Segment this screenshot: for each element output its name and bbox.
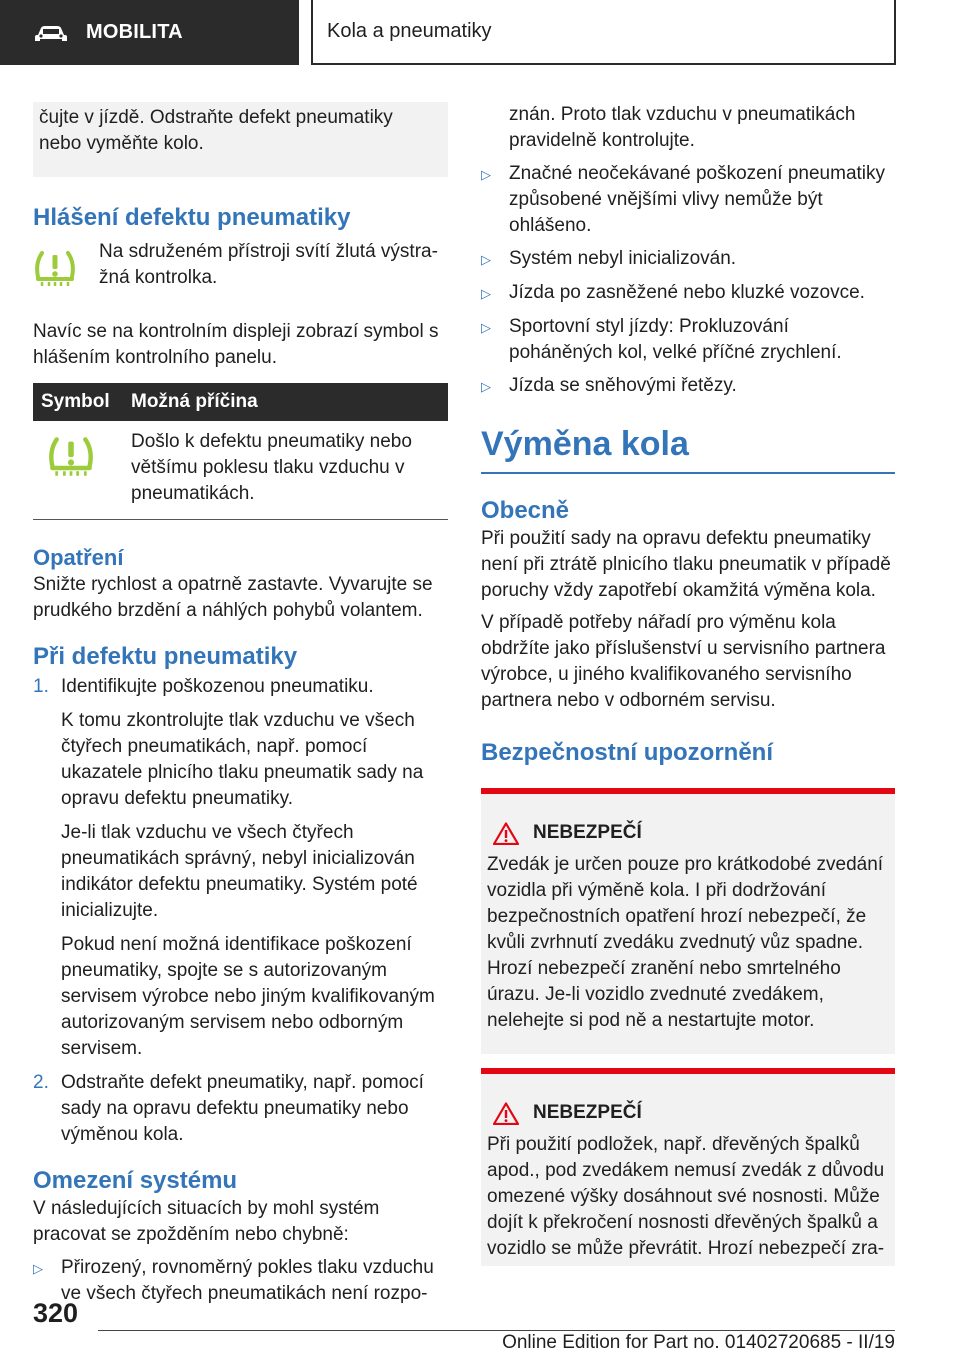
limits-list-start	[33, 1255, 448, 1307]
tire-pressure-warning-icon	[33, 239, 99, 297]
step-number: 1.	[33, 676, 49, 697]
danger-label: NEBEZPEČÍ	[533, 1102, 642, 1123]
heading-wheel-change: Výměna kola	[481, 422, 895, 474]
list-item	[481, 280, 895, 307]
display-text: Navíc se na kontrolním displeji zobrazí symbol s hlášením kontrolního panelu.	[33, 321, 439, 368]
step-number: 2.	[33, 1072, 49, 1093]
heading-on-defect: Při defektu pneumatiky	[33, 643, 298, 670]
footer-divider	[98, 1330, 895, 1331]
limit-text: Systém nebyl inicializován.	[509, 248, 737, 269]
cause-cell: Došlo k defektu pneumatiky nebo většímu poklesu tlaku vzduchu v pneumatikách.	[123, 421, 448, 520]
limit-text: Jízda se sněhovými řetězy.	[509, 375, 737, 396]
limit-text: Sportovní styl jízdy: Prokluzování poháněných kol, velké příčné zrychlení.	[509, 316, 842, 363]
step-text: Odstraňte defekt pneumatiky, např. pomocí sady na opravu defektu pneumatiky nebo výměnou kola.	[61, 1072, 424, 1145]
triangle-bullet-icon: ▷	[481, 252, 491, 267]
page-number: 320	[33, 1298, 79, 1328]
list-item	[33, 1070, 448, 1148]
car-icon	[34, 23, 68, 43]
section-tab	[0, 0, 299, 65]
danger-label: NEBEZPEČÍ	[533, 822, 642, 843]
general-text-2: V případě potřeby nářadí pro výměnu kola obdržíte jako příslušenství u servisního partnera výrobce, u jiného kvalifikovaného servisního partnera nebo v odborném servisu.	[481, 612, 886, 711]
danger-box	[481, 1068, 895, 1266]
warning-triangle-icon	[493, 1102, 519, 1125]
chapter-tab	[311, 0, 896, 65]
list-item	[33, 674, 448, 1062]
left-column	[33, 102, 448, 1307]
heading-system-limits: Omezení systému	[33, 1167, 238, 1194]
list-item	[481, 314, 895, 366]
table-row	[33, 421, 448, 520]
chapter-title: Kola a pneumatiky	[327, 20, 492, 42]
tire-pressure-warning-icon	[41, 435, 101, 479]
limit-continued-text: znán. Proto tlak vzduchu v pneumatikách pravidelně kontrolujte.	[509, 104, 856, 151]
measures-text: Snižte rychlost a opatrně zastavte. Vyvarujte se prudkého brzdění a náhlých pohybů volantem.	[33, 574, 433, 621]
danger-text: Při použití podložek, např. dřevěných špalků apod., pod zvedákem nemusí zvedák z důvodu omezené výšky dosáhnout své nosnosti. Může dojít k překročení nosnosti dřevěných špalků a vozidlo se může převrátit. Hrozí nebezpečí zra‐	[487, 1134, 885, 1259]
limit-text: Jízda po zasněžené nebo kluzké vozovce.	[509, 282, 865, 303]
continued-warning-box	[33, 102, 448, 177]
right-column	[481, 102, 895, 1266]
heading-safety: Bezpečnostní upozornění	[481, 739, 774, 766]
general-text-1: Při použití sady na opravu defektu pneumatiky není při ztrátě plnicího tlaku pneumatik v případě poruchy vždy zapotřebí okamžitá výměna kola.	[481, 528, 891, 601]
symbol-cell	[33, 421, 123, 520]
section-title: MOBILITA	[86, 21, 183, 43]
triangle-bullet-icon: ▷	[481, 320, 491, 335]
warning-triangle-icon	[493, 822, 519, 845]
danger-text: Zvedák je určen pouze pro krátkodobé zvedání vozidla při výměně kola. I při dodržování bezpečnostních opatření hrozí nebezpečí, že kvůli zvrhnutí zvedáku zvednutý vůz spadne. Hrozí nebezpečí zranění nebo smrtelného úrazu. Je-li vozidlo zvednuté zvedákem, nelehejte si pod ně a nestartujte motor.	[487, 854, 884, 1031]
limit-text: Přirozený, rovnoměrný pokles tlaku vzduchu ve všech čtyřech pneumatikách není rozpo‐	[61, 1257, 434, 1304]
limit-text: Značné neočekávané poškození pneumatiky způsobené vnějšími vlivy nemůže být ohlášeno.	[509, 163, 886, 236]
report-text-a: Na sdruženém přístroji svítí žlutá výstra‐	[99, 241, 438, 262]
heading-general: Obecně	[481, 497, 570, 524]
triangle-bullet-icon: ▷	[481, 379, 491, 394]
intro-text: čujte v jízdě. Odstraňte defekt pneumatiky nebo vyměňte kolo.	[39, 107, 393, 154]
step-text: Identifikujte poškozenou pneumatiku.	[61, 676, 374, 697]
triangle-bullet-icon: ▷	[33, 1261, 43, 1276]
step-text: K tomu zkontrolujte tlak vzduchu ve všech čtyřech pneumatikách, např. pomocí ukazatele plnicího tlaku pneumatik sady na opravu defektu pneumatiky.	[61, 710, 424, 809]
symbol-table	[33, 383, 448, 520]
list-item	[481, 373, 895, 400]
col-symbol: Symbol	[33, 383, 123, 421]
report-text-b: žná kontrolka.	[99, 267, 218, 288]
heading-tire-defect-report: Hlášení defektu pneumatiky	[33, 204, 351, 231]
col-cause: Možná příčina	[123, 383, 448, 421]
list-item	[481, 161, 895, 239]
heading-measures: Opatření	[33, 545, 124, 570]
list-item	[33, 1255, 448, 1307]
triangle-bullet-icon: ▷	[481, 286, 491, 301]
limits-text: V následujících situacích by mohl systém pracovat se zpožděním nebo chybně:	[33, 1198, 380, 1245]
triangle-bullet-icon: ▷	[481, 167, 491, 182]
defect-steps	[33, 674, 448, 1148]
limits-list	[481, 161, 895, 400]
footer-edition: Online Edition for Part no. 01402720685 - II/19	[502, 1332, 895, 1353]
step-text: Je-li tlak vzduchu ve všech čtyřech pneumatikách správný, nebyl inicializován indikátor defektu pneumatiky. Systém poté inicializujte.	[61, 822, 418, 921]
list-item	[481, 246, 895, 273]
danger-box	[481, 788, 895, 1054]
report-row	[33, 239, 448, 297]
step-text: Pokud není možná identifikace poškození pneumatiky, spojte se s autorizovaným servisem výrobce nebo jiným kvalifikovaným autorizovaným servisem nebo odborným servisem.	[61, 934, 435, 1059]
